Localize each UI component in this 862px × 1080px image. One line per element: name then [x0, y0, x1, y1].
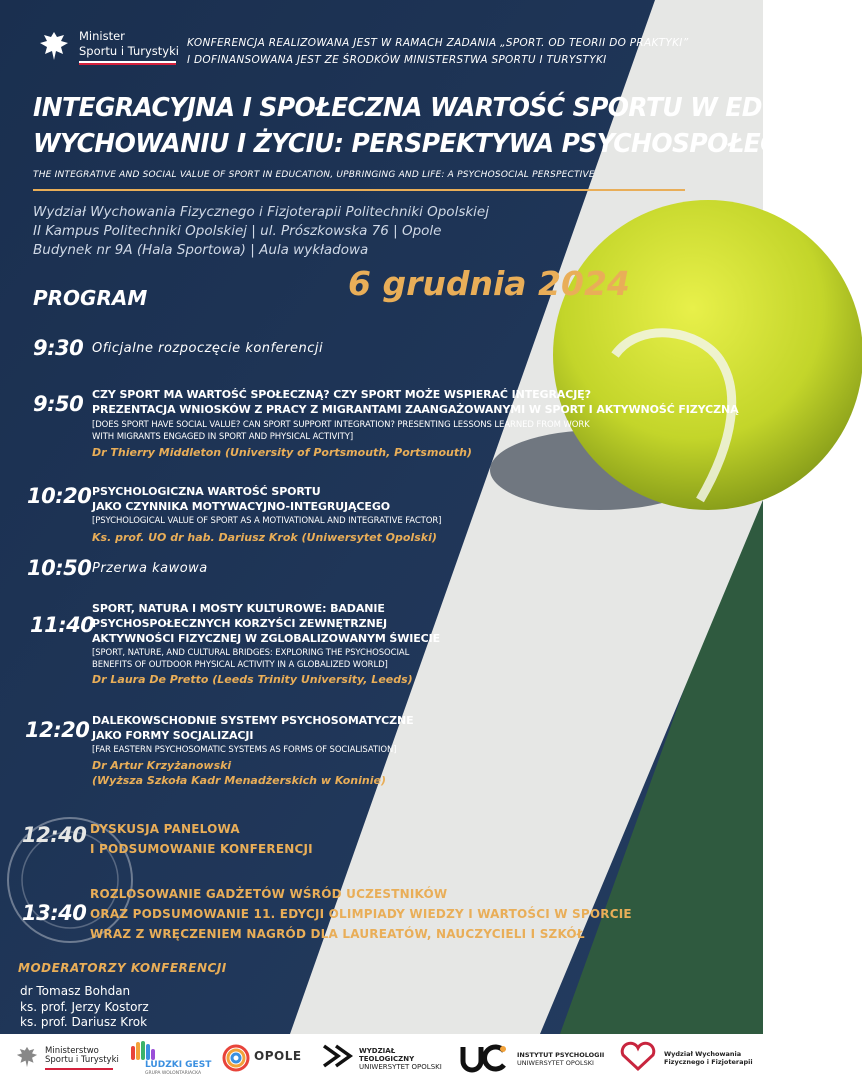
agenda-title: Przerwa kawowa: [92, 561, 208, 576]
theology-logo-icon: [322, 1042, 352, 1070]
sponsor-footer: [0, 1034, 763, 1080]
eagle-emblem-icon: [36, 28, 72, 64]
agenda-item: PSYCHOLOGICZNA WARTOŚĆ SPORTU JAKO CZYNNIKA MOTYWACYJNO-INTEGRUJĄCEGO [PSYCHOLOGICAL VALUE OF SPORT AS A MOTIVATIONAL AND INTEGRATIVE FACTOR] Ks. prof. UO dr hab. Dariusz Krok (Uniwersytet Opolski): [92, 485, 442, 544]
tennis-ball: [553, 200, 862, 510]
theology-logo: WYDZIAŁ TEOLOGICZNY UNIWERSYTET OPOLSKI: [359, 1047, 442, 1071]
funding-note: KONFERENCJA REALIZOWANA JEST W RAMACH ZADANIA „SPORT. OD TEORII DO PRAKTYKI” I DOFINANSOWANA JEST ZE ŚRODKÓW MINISTERSTWA SPORTU I TURYSTYKI: [187, 37, 689, 66]
time-1050: 10:50: [27, 556, 92, 580]
venue-info: Wydział Wychowania Fizycznego i Fizjoterapii Politechniki Opolskiej II Kampus Politechniki Opolskiej | ul. Prószkowska 76 | Opole Budynek nr 9A (Hala Sportowa) | Aula wykładowa: [33, 204, 489, 258]
agenda-title: Oficjalne rozpoczęcie konferencji: [92, 341, 324, 356]
time-1220: 12:20: [25, 718, 90, 742]
time-1240: 12:40: [22, 823, 87, 847]
agenda-item: SPORT, NATURA I MOSTY KULTUROWE: BADANIE PSYCHOSPOŁECZNYCH KORZYŚCI ZEWNĘTRZNEJ AKTYWNOŚCI FIZYCZNEJ W ZGLOBALIZOWANYM ŚWIECIE [SPORT, NATURE, AND CULTURAL BRIDGES: EXPLORING THE PSYCHOSOCIAL BENEFITS OF OUTDOOR PHYSICAL ACTIVITY IN A GLOBALIZED WORLD] Dr Laura De Pretto (Leeds Trinity University, Leeds): [92, 602, 441, 686]
physical-education-faculty-logo: Wydział Wychowania Fizycznego i Fizjoterapii: [664, 1050, 753, 1066]
page-title: INTEGRACYJNA I SPOŁECZNA WARTOŚĆ SPORTU W EDUKACJI, WYCHOWANIU I ŻYCIU: PERSPEKTYWA PSYCHOSPOŁECZNA: [33, 93, 862, 159]
heart-icon: [618, 1042, 658, 1072]
psychology-institute-logo: INSTYTUT PSYCHOLOGII UNIWERSYTET OPOLSKI: [517, 1051, 605, 1067]
agenda-item: CZY SPORT MA WARTOŚĆ SPOŁECZNĄ? CZY SPORT MOŻE WSPIERAĆ INTEGRACJĘ? PREZENTACJA WNIOSKÓW Z PRACY Z MIGRANTAMI ZAANGAŻOWANYMI W SPORT I AKTYWNOŚĆ FIZYCZNĄ [DOES SPORT HAVE SOCIAL VALUE? CAN SPORT SUPPORT INTEGRATION? PRESENTING LESSONS LEARNED FROM WORK WITH MIGRANTS ENGAGED IN SPORT AND PHYSICAL ACTIVITY] Dr Thierry Middleton (University of Portsmouth, Portsmouth): [92, 388, 739, 459]
opole-circle-icon: [222, 1044, 250, 1072]
flag-stripe-red: [79, 63, 176, 65]
eagle-emblem-icon: [14, 1044, 40, 1070]
ludzki-gest-logo: LUDZKI GEST: [145, 1060, 212, 1070]
flag-stripe-red: [45, 1068, 113, 1070]
ministry-name: Minister Sportu i Turystyki: [79, 29, 179, 58]
time-1140: 11:40: [30, 613, 95, 637]
ministry-logo: Ministerstwo Sportu i Turystyki: [45, 1046, 119, 1065]
page-subtitle: THE INTEGRATIVE AND SOCIAL VALUE OF SPORT IN EDUCATION, UPBRINGING AND LIFE: A PSYCHOSOCIAL PERSPECTIVE: [33, 170, 595, 180]
agenda-item: DYSKUSJA PANELOWA I PODSUMOWANIE KONFERENCJI: [90, 822, 313, 856]
ludzki-gest-sub: GRUPA WOLONTARIACKA: [145, 1071, 202, 1076]
uo-logo-icon: [460, 1043, 510, 1073]
time-0930: 9:30: [33, 336, 84, 360]
agenda-item: DALEKOWSCHODNIE SYSTEMY PSYCHOSOMATYCZNE JAKO FORMY SOCJALIZACJI [FAR EASTERN PSYCHOSOMATIC SYSTEMS AS FORMS OF SOCIALISATION] Dr Artur Krzyżanowski (Wyższa Szkoła Kadr Menadżerskich w Koninie): [92, 714, 414, 787]
moderators-list: dr Tomasz Bohdan ks. prof. Jerzy Kostorz ks. prof. Dariusz Krok: [20, 984, 149, 1029]
title-divider: [33, 189, 685, 191]
program-label: PROGRAM: [33, 286, 148, 310]
opole-logo: OPOLE: [254, 1049, 302, 1063]
time-1020: 10:20: [27, 484, 92, 508]
moderators-label: MODERATORZY KONFERENCJI: [18, 961, 227, 975]
agenda-item: ROZLOSOWANIE GADŻETÓW WŚRÓD UCZESTNIKÓW ORAZ PODSUMOWANIE 11. EDYCJI OLIMPIADY WIEDZY I WARTOŚCI W SPORCIE WRAZ Z WRĘCZENIEM NAGRÓD DLA LAUREATÓW, NAUCZYCIELI I SZKÓŁ: [90, 887, 632, 941]
time-0950: 9:50: [33, 392, 84, 416]
event-date: 6 grudnia 2024: [348, 264, 630, 303]
time-1340: 13:40: [22, 901, 87, 925]
